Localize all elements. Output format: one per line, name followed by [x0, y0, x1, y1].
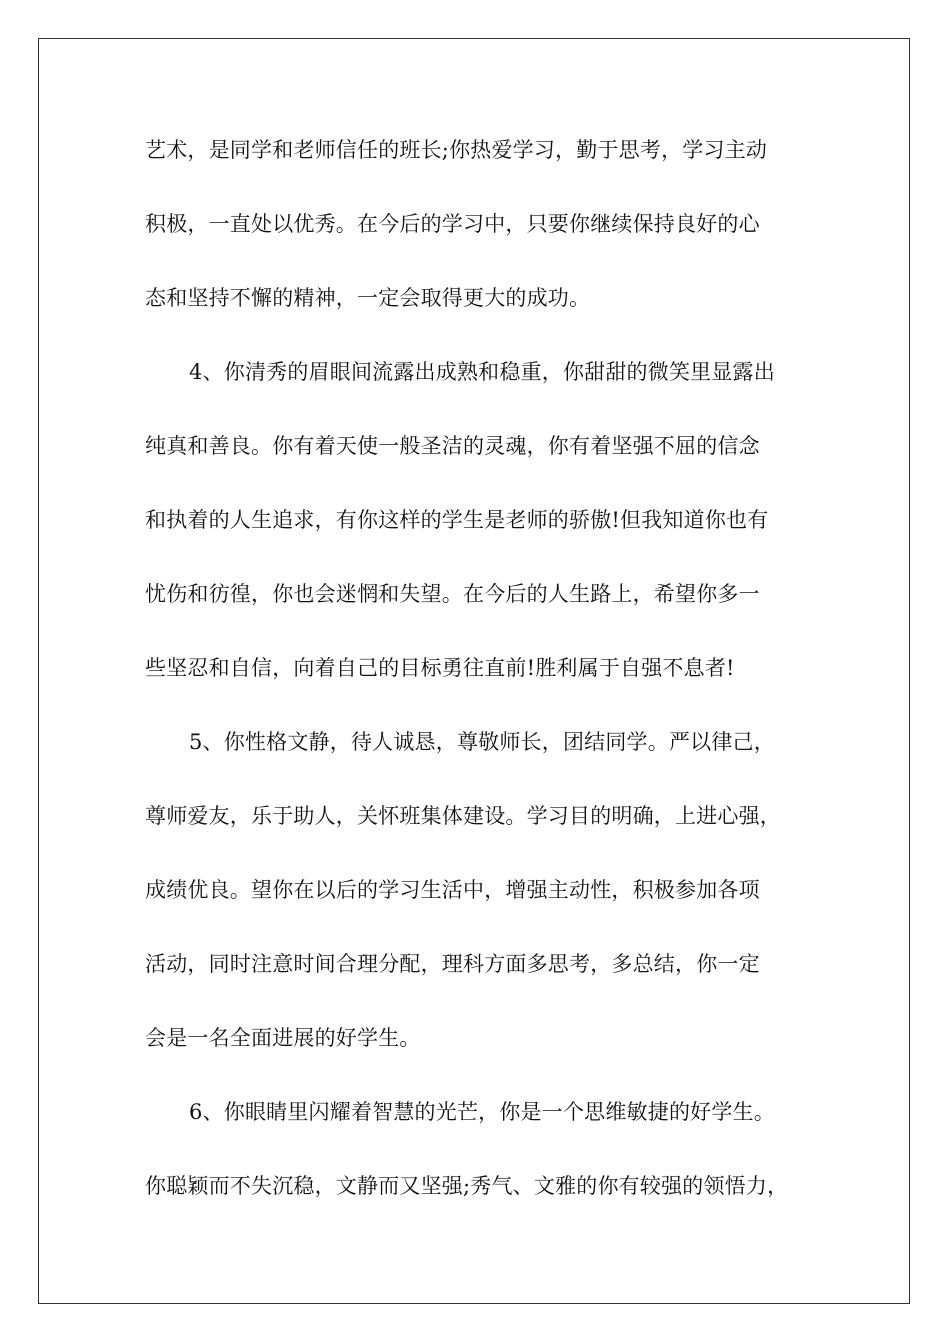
text-line: 忧伤和彷徨，你也会迷惘和失望。在今后的人生路上，希望你多一: [145, 582, 760, 606]
text-line: 态和坚持不懈的精神，一定会取得更大的成功。: [145, 286, 591, 310]
text-line: 积极，一直处以优秀。在今后的学习中，只要你继续保持良好的心: [145, 212, 760, 236]
text-line: 些坚忍和自信，向着自己的目标勇往直前!胜利属于自强不息者!: [145, 656, 735, 680]
text-line: 会是一名全面进展的好学生。: [145, 1026, 421, 1050]
text-line: 纯真和善良。你有着天使一般圣洁的灵魂，你有着坚强不屈的信念: [145, 434, 760, 458]
paragraph-5-start: 5、你性格文静，待人诚恳，尊敬师长，团结同学。严以律己，: [189, 730, 775, 754]
paragraph-6-start: 6、你眼睛里闪耀着智慧的光芒，你是一个思维敏捷的好学生。: [189, 1100, 775, 1124]
paragraph-4-start: 4、你清秀的眉眼间流露出成熟和稳重，你甜甜的微笑里显露出: [189, 360, 775, 384]
text-line: 活动，同时注意时间合理分配，理科方面多思考，多总结，你一定: [145, 952, 760, 976]
text-line: 你聪颖而不失沉稳，文静而又坚强;秀气、文雅的你有较强的领悟力，: [145, 1174, 789, 1198]
text-line: 艺术，是同学和老师信任的班长;你热爱学习，勤于思考，学习主动: [145, 138, 768, 162]
text-line: 和执着的人生追求，有你这样的学生是老师的骄傲!但我知道你也有: [145, 508, 769, 532]
text-line: 尊师爱友，乐于助人，关怀班集体建设。学习目的明确，上进心强，: [145, 804, 781, 828]
text-line: 成绩优良。望你在以后的学习生活中，增强主动性，积极参加各项: [145, 878, 760, 902]
